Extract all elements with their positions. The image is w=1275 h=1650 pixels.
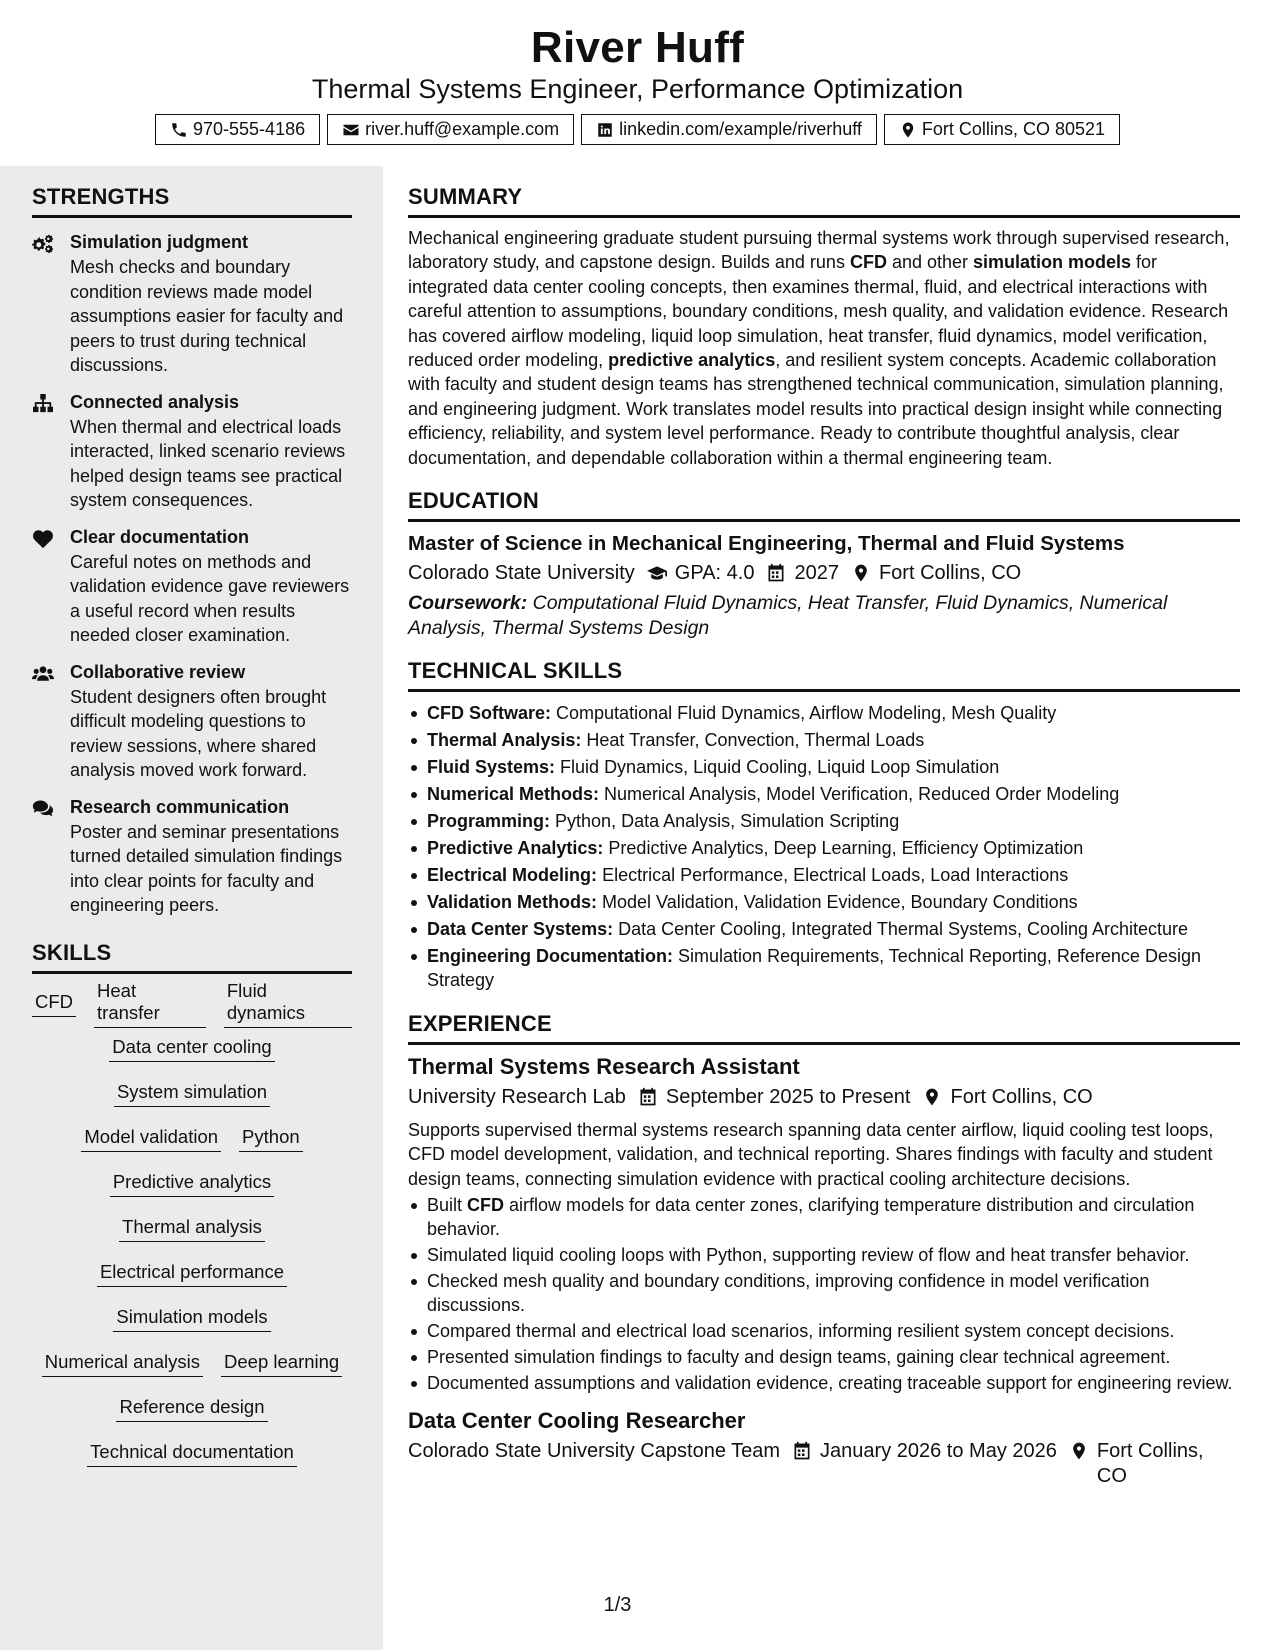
coursework: [408, 591, 1240, 640]
bullet-segment: Documented assumptions and validation evidence, creating traceable support for engineering review.: [427, 1373, 1233, 1394]
map-pin-icon: [1069, 1441, 1089, 1461]
job-dates: September 2025 to Present: [665, 1086, 911, 1109]
graduation-year: 2027: [794, 562, 839, 585]
technical-skill-item: [408, 755, 1240, 779]
contact-linkedin-text: linkedin.com/example/riverhuff: [619, 119, 862, 139]
strength-item: [32, 390, 352, 513]
technical-skill-item: [408, 809, 1240, 833]
skills-row: [32, 1297, 352, 1342]
skill-chip: Electrical performance: [97, 1261, 287, 1287]
school-name: Colorado State University: [408, 562, 635, 585]
skills-row: [32, 1207, 352, 1252]
skills-row: [32, 1387, 352, 1432]
education-location: Fort Collins, CO: [878, 562, 1022, 585]
summary-segment: Mechanical engineering graduate student pursuing thermal systems work through supervised research, laboratory study, and capstone design. Builds and runs: [408, 228, 1230, 273]
candidate-title: Thermal Systems Engineer, Performance Optimization: [311, 74, 964, 104]
job-bullet: [408, 1193, 1240, 1241]
map-pin-icon: [922, 1087, 942, 1107]
job-location: Fort Collins, CO: [950, 1086, 1093, 1109]
summary-heading: SUMMARY: [408, 166, 1240, 218]
technical-skills-heading: TECHNICAL SKILLS: [408, 640, 1240, 692]
sidebar-content: [32, 166, 352, 1477]
graduation-cap-icon: [647, 563, 667, 583]
technical-skill-label: Validation Methods:: [427, 892, 598, 913]
strength-desc: Careful notes on methods and validation evidence gave reviewers a useful record when results needed closer examination.: [70, 551, 350, 645]
page-number: 1/3: [603, 1594, 632, 1616]
strength-title: Research communication: [70, 796, 290, 817]
skill-chip: System simulation: [114, 1081, 270, 1107]
coursework-label: Coursework:: [408, 592, 528, 615]
degree-title: Master of Science in Mechanical Engineering, Thermal and Fluid Systems: [408, 532, 1125, 556]
experience-heading: EXPERIENCE: [408, 995, 1240, 1045]
bullet-highlight: CFD: [467, 1195, 505, 1216]
technical-skill-label: CFD Software:: [427, 703, 552, 724]
technical-skill-label: Thermal Analysis:: [427, 730, 582, 751]
bullet-segment: airflow models for data center zones, clarifying temperature distribution and circulation behavior.: [427, 1195, 1195, 1240]
contact-phone[interactable]: [155, 114, 320, 145]
sitemap-icon: [32, 394, 54, 414]
technical-skill-item: [408, 917, 1240, 941]
strength-title: Connected analysis: [70, 391, 240, 412]
main-column: [408, 166, 1240, 1489]
job-bullet: [408, 1345, 1240, 1369]
skill-chip: Fluid dynamics: [224, 980, 352, 1028]
skill-chip: Reference design: [116, 1396, 267, 1422]
job-meta: [408, 1439, 1240, 1489]
bullet-segment: Built: [427, 1195, 468, 1216]
summary-highlight: predictive analytics: [608, 350, 776, 371]
technical-skill-value: Simulation Requirements, Technical Reporting, Reference Design Strategy: [427, 946, 1201, 991]
contact-email[interactable]: [327, 114, 574, 145]
skill-chip: Simulation models: [113, 1306, 270, 1332]
skills-row: [32, 1252, 352, 1297]
contact-phone-text: 970-555-4186: [193, 119, 306, 139]
summary-highlight: simulation models: [973, 252, 1132, 273]
gears-icon: [32, 234, 54, 254]
technical-skill-item: [408, 836, 1240, 860]
technical-skill-value: Electrical Performance, Electrical Loads, Load Interactions: [602, 865, 1069, 886]
technical-skill-item: [408, 782, 1240, 806]
technical-skills-list: [408, 701, 1240, 992]
contact-location: [884, 114, 1120, 145]
education-heading: EDUCATION: [408, 470, 1240, 522]
contact-location-text: Fort Collins, CO 80521: [921, 119, 1105, 139]
technical-skill-value: Computational Fluid Dynamics, Airflow Modeling, Mesh Quality: [556, 703, 1057, 724]
calendar-icon: [792, 1441, 812, 1461]
technical-skill-item: [408, 728, 1240, 752]
technical-skill-value: Model Validation, Validation Evidence, Boundary Conditions: [602, 892, 1078, 913]
technical-skill-value: Numerical Analysis, Model Verification, Reduced Order Modeling: [604, 784, 1120, 805]
job-dates: January 2026 to May 2026: [820, 1440, 1057, 1463]
candidate-name: River Huff: [530, 23, 745, 72]
contact-linkedin[interactable]: [581, 114, 877, 145]
skills-row: [32, 1162, 352, 1207]
map-pin-icon: [899, 121, 917, 139]
technical-skill-label: Fluid Systems:: [427, 757, 556, 778]
skills-row: [32, 1432, 352, 1477]
heart-icon: [32, 529, 54, 549]
strength-desc: When thermal and electrical loads interacted, linked scenario reviews helped design teams see practical system consequences.: [70, 416, 346, 510]
job-org: University Research Lab: [408, 1086, 626, 1109]
job-title: Thermal Systems Research Assistant: [408, 1054, 800, 1080]
strength-desc: Student designers often brought difficult modeling questions to review sessions, where shared analysis moved work forward.: [70, 686, 327, 780]
contact-bar: [0, 114, 1275, 145]
job-bullets: [408, 1193, 1240, 1395]
technical-skill-label: Electrical Modeling:: [427, 865, 598, 886]
technical-skill-value: Fluid Dynamics, Liquid Cooling, Liquid Loop Simulation: [560, 757, 1000, 778]
job-bullet: [408, 1243, 1240, 1267]
job-bullet: [408, 1269, 1240, 1317]
coursework-list: Computational Fluid Dynamics, Heat Transfer, Fluid Dynamics, Numerical Analysis, Thermal Systems Design: [408, 592, 1168, 639]
skill-chip: Predictive analytics: [110, 1171, 274, 1197]
skill-chip: Model validation: [81, 1126, 221, 1152]
skills-heading: SKILLS: [32, 922, 352, 974]
skill-chip: Thermal analysis: [119, 1216, 265, 1242]
skill-chip: Data center cooling: [109, 1036, 274, 1062]
strength-desc: Poster and seminar presentations turned detailed simulation findings into clear points for faculty and engineering peers.: [70, 821, 343, 915]
calendar-icon: [638, 1087, 658, 1107]
strength-item: [32, 525, 352, 648]
skill-chip: Numerical analysis: [42, 1351, 203, 1377]
contact-email-text: river.huff@example.com: [365, 119, 560, 139]
skill-chip: Technical documentation: [87, 1441, 297, 1467]
summary-highlight: CFD: [849, 252, 887, 273]
technical-skill-item: [408, 944, 1240, 992]
phone-icon: [170, 121, 188, 139]
skills-row: [32, 982, 352, 1027]
summary-segment: and other: [886, 252, 974, 273]
skills-row: [32, 1342, 352, 1387]
job-description: Supports supervised thermal systems research spanning data center airflow, liquid cooling test loops, CFD model development, validation, and technical reporting. Shares findings with faculty and student design teams, connecting simulation evidence with practical cooling architecture decisions.: [408, 1120, 1214, 1189]
skills-row: [32, 1072, 352, 1117]
technical-skill-label: Engineering Documentation:: [427, 946, 674, 967]
job-bullet: [408, 1371, 1240, 1395]
strength-title: Simulation judgment: [70, 232, 248, 252]
envelope-icon: [342, 121, 360, 139]
technical-skill-item: [408, 863, 1240, 887]
job-org: Colorado State University Capstone Team: [408, 1440, 781, 1463]
technical-skill-value: Python, Data Analysis, Simulation Scripting: [555, 811, 900, 832]
strength-item: [32, 230, 352, 378]
skills-chips: [32, 982, 352, 1477]
bullet-segment: Checked mesh quality and boundary conditions, improving confidence in model verification discussions.: [427, 1271, 1150, 1316]
resume-header: [0, 0, 1275, 166]
technical-skill-value: Data Center Cooling, Integrated Thermal Systems, Cooling Architecture: [618, 919, 1189, 940]
strength-desc: Mesh checks and boundary condition reviews made model assumptions easier for faculty and peers to trust during technical discussions.: [70, 257, 344, 375]
calendar-icon: [766, 563, 786, 583]
bullet-segment: Presented simulation findings to faculty and design teams, gaining clear technical agreement.: [427, 1347, 1171, 1368]
job-bullet: [408, 1319, 1240, 1343]
skills-row: [32, 1027, 352, 1072]
summary-segment: for integrated data center cooling concepts, then examines thermal, fluid, and electrical interactions with careful attention to assumptions, boundary conditions, mesh quality, and validation evidence. Research has covered airflow modeling, liquid loop simulation, heat transfer, fluid dynamics, model verification, reduced order modeling,: [408, 252, 1229, 371]
gpa: GPA: 4.0: [674, 562, 755, 585]
comments-icon: [32, 799, 54, 819]
bullet-segment: Simulated liquid cooling loops with Python, supporting review of flow and heat transfer behavior.: [427, 1245, 1190, 1266]
technical-skill-label: Predictive Analytics:: [427, 838, 604, 859]
strength-title: Collaborative review: [70, 661, 246, 682]
users-icon: [32, 664, 54, 684]
technical-skill-label: Data Center Systems:: [427, 919, 614, 940]
summary-segment: , and resilient system concepts. Academic collaboration with faculty and student design teams has strengthened technical communication, simulation planning, and engineering judgment. Work translates model results into practical design insight while connecting efficiency, reliability, and system level performance. Ready to contribute thoughtful analysis, clear documentation, and dependable collaboration within a thermal engineering team.: [408, 350, 1224, 468]
technical-skill-value: Predictive Analytics, Deep Learning, Efficiency Optimization: [608, 838, 1084, 859]
technical-skill-item: [408, 701, 1240, 725]
job-location: Fort Collins, CO: [1096, 1440, 1204, 1488]
summary-text: [408, 226, 1240, 470]
technical-skill-value: Heat Transfer, Convection, Thermal Loads: [586, 730, 925, 751]
job-title: Data Center Cooling Researcher: [408, 1408, 746, 1434]
job-meta: [408, 1085, 1240, 1110]
technical-skill-label: Programming:: [427, 811, 551, 832]
education-meta: [408, 558, 1240, 588]
technical-skill-label: Numerical Methods:: [427, 784, 600, 805]
linkedin-icon: [596, 121, 614, 139]
strengths-heading: STRENGTHS: [32, 166, 352, 218]
map-pin-icon: [851, 563, 871, 583]
strength-item: [32, 660, 352, 783]
skill-chip: CFD: [32, 991, 76, 1017]
strength-item: [32, 795, 352, 918]
skill-chip: Heat transfer: [94, 980, 206, 1028]
strength-title: Clear documentation: [70, 526, 250, 547]
technical-skill-item: [408, 890, 1240, 914]
skills-row: [32, 1117, 352, 1162]
skill-chip: Deep learning: [221, 1351, 342, 1377]
bullet-segment: Compared thermal and electrical load scenarios, informing resilient system concept decisions.: [427, 1321, 1175, 1342]
sidebar: [0, 166, 383, 1650]
skill-chip: Python: [239, 1126, 303, 1152]
